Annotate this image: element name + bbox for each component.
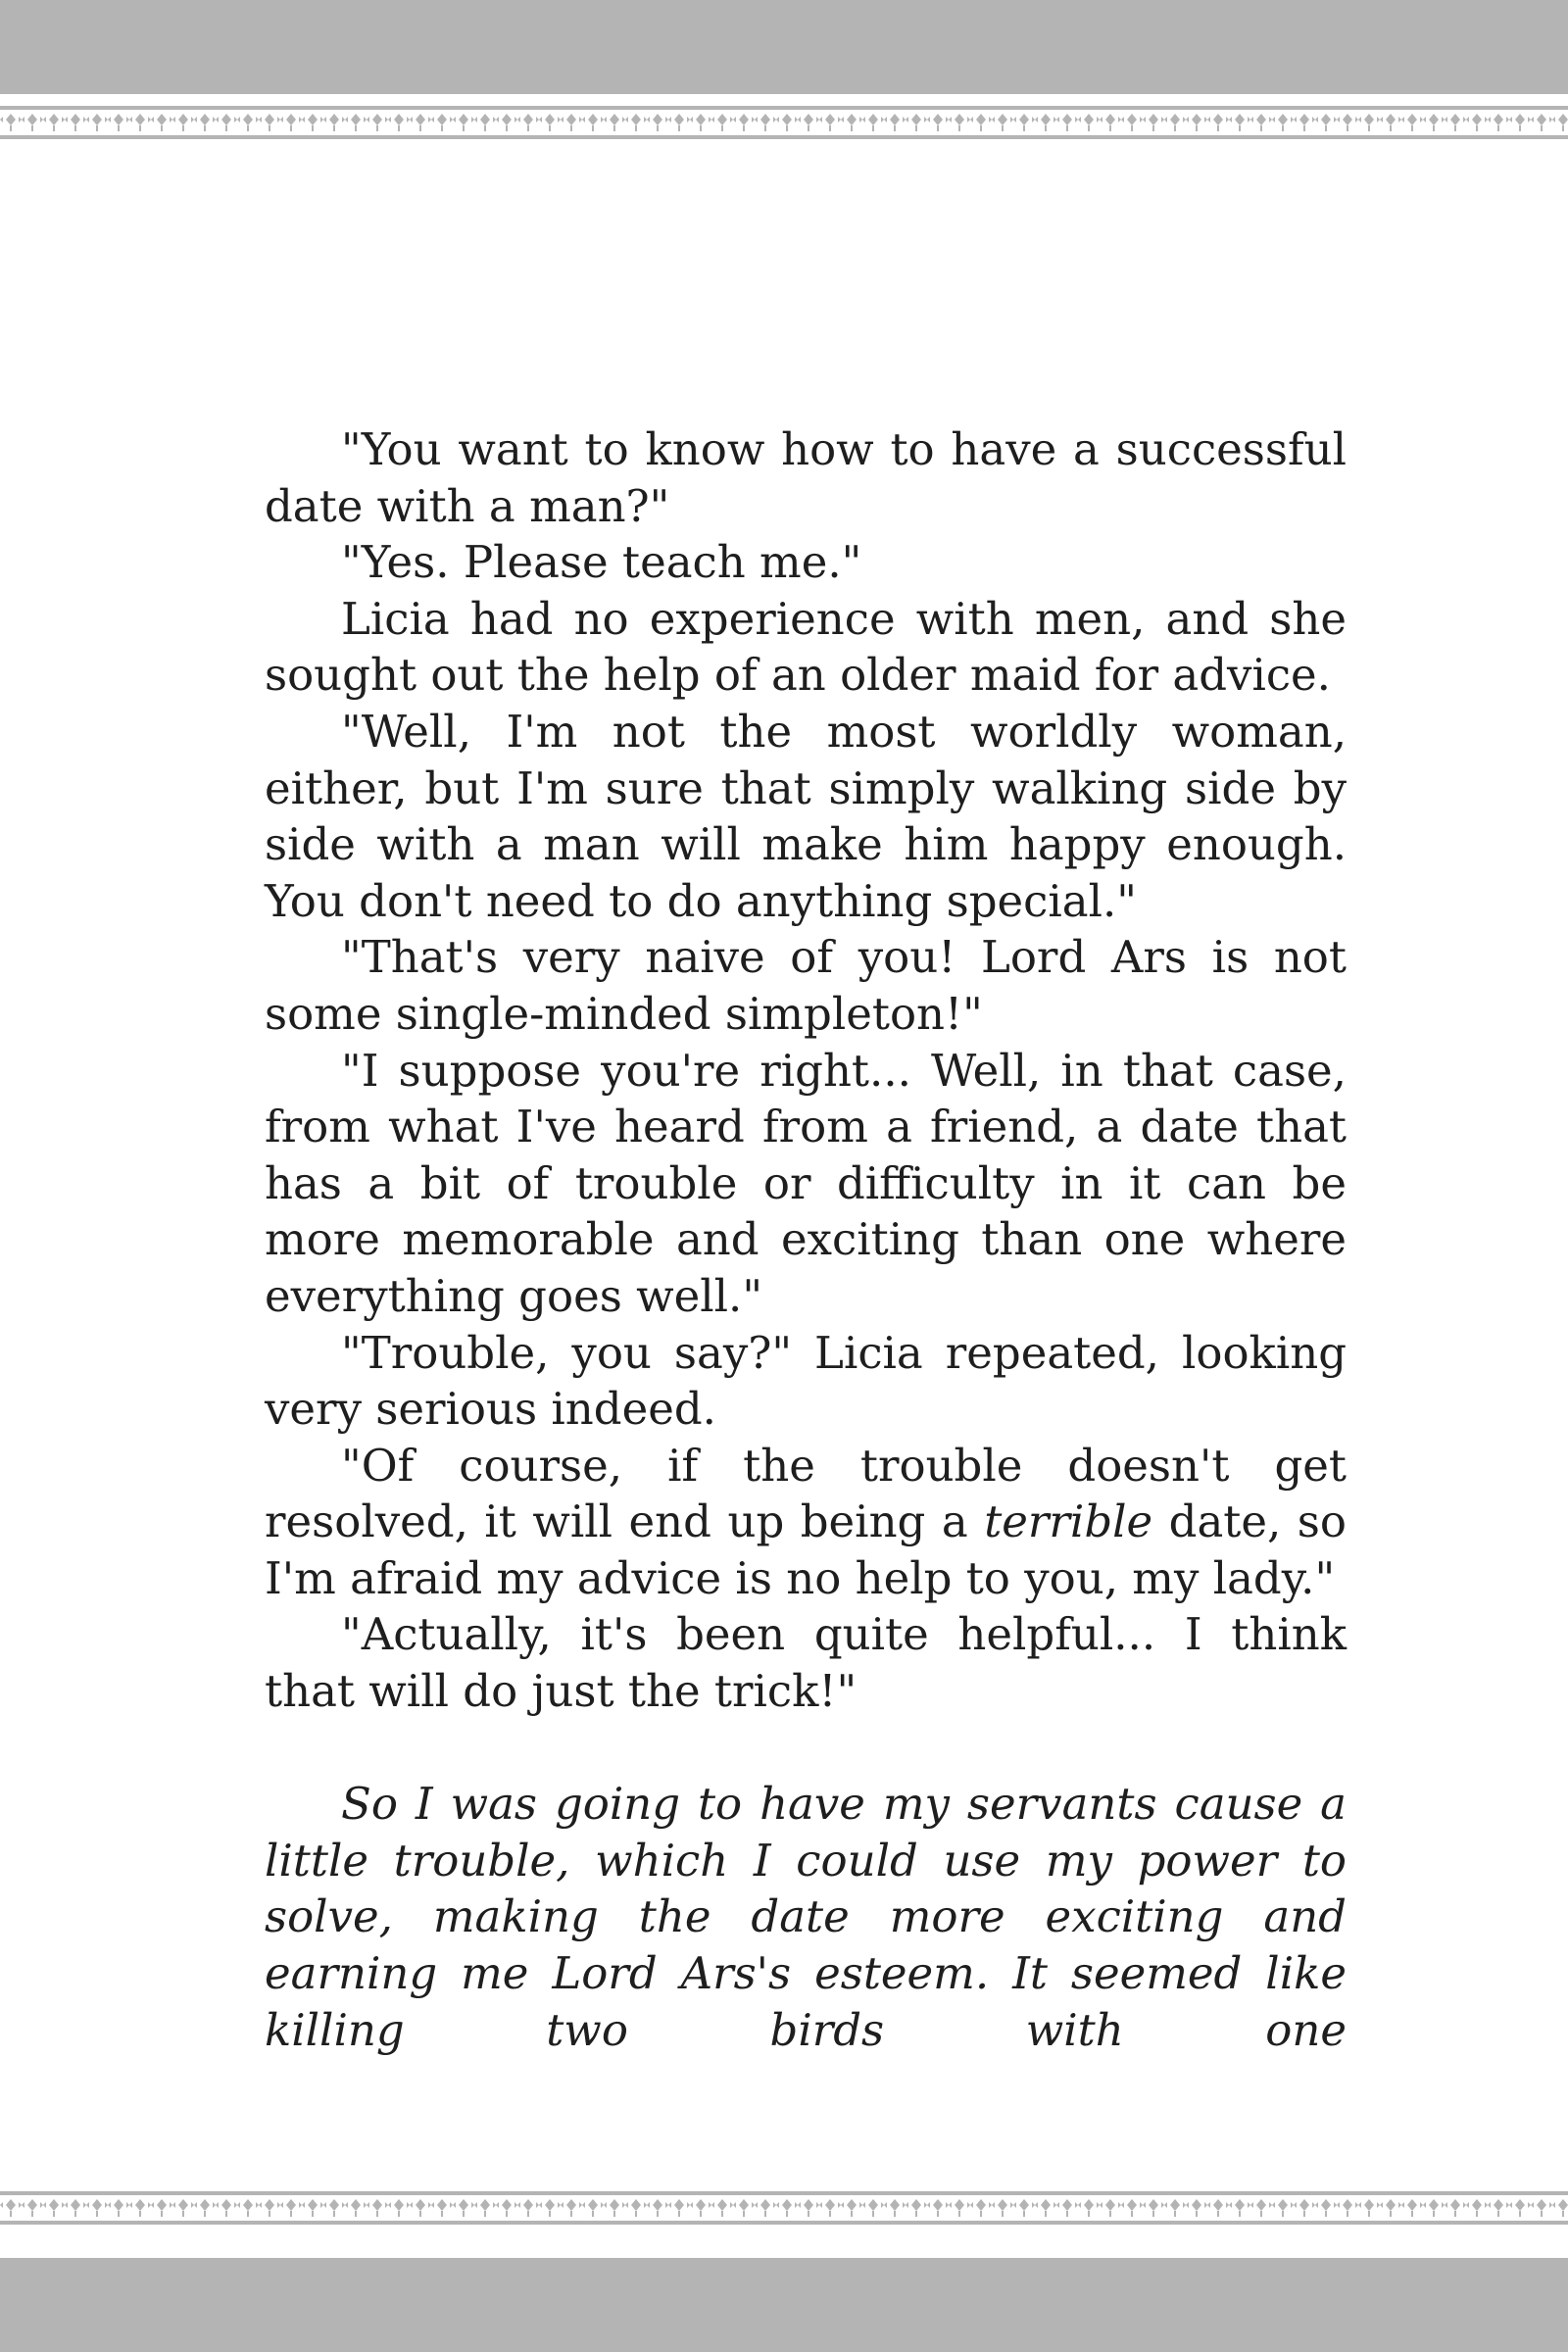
paragraph-8-start: "Of course, if the trouble doesn't get resolved, it will end up being a	[265, 1439, 1347, 1548]
paragraph-2: "Yes. Please teach me."	[341, 536, 862, 589]
paragraph-6: "I suppose you're right... Well, in that case, from what I've heard from a friend, a date that has a bit of trouble or difficulty in it can be more memorable and exciting than one where everything goes well."	[265, 1044, 1347, 1322]
paragraph-7: "Trouble, you say?" Licia repeated, looking very serious indeed.	[265, 1326, 1347, 1436]
paragraph-8-end: date, so I'm afraid my advice is no help to you, my lady."	[265, 1495, 1347, 1604]
paragraph-9: "Actually, it's been quite helpful... I think that will do just the trick!"	[265, 1608, 1347, 1718]
paragraph-1: "You want to know how to have a successful date with a man?"	[265, 423, 1347, 532]
emphasis-word: terrible	[984, 1495, 1153, 1548]
decorative-border-top	[0, 106, 1568, 139]
top-margin-band	[0, 0, 1568, 94]
paragraph-3: Licia had no experience with men, and she sought out the help of an older maid for advice.	[265, 592, 1347, 702]
bottom-margin-band	[0, 2258, 1568, 2352]
paragraph-8	[265, 1438, 1347, 1607]
decorative-border-bottom	[0, 2191, 1568, 2225]
paragraph-gap	[265, 1720, 1347, 1777]
italic-narration: So I was going to have my servants cause a little trouble, which I could use my power to solve, making the date more exciting and earning me Lord Ars's esteem. It seemed like killing two birds with one	[265, 1778, 1347, 2056]
page-body-text	[265, 421, 1347, 2058]
paragraph-4: "Well, I'm not the most worldly woman, either, but I'm sure that simply walking side by side with a man will make him happy enough. You don't need to do anything special."	[265, 705, 1347, 927]
paragraph-5: "That's very naive of you! Lord Ars is not some single-minded simpleton!"	[265, 931, 1347, 1040]
